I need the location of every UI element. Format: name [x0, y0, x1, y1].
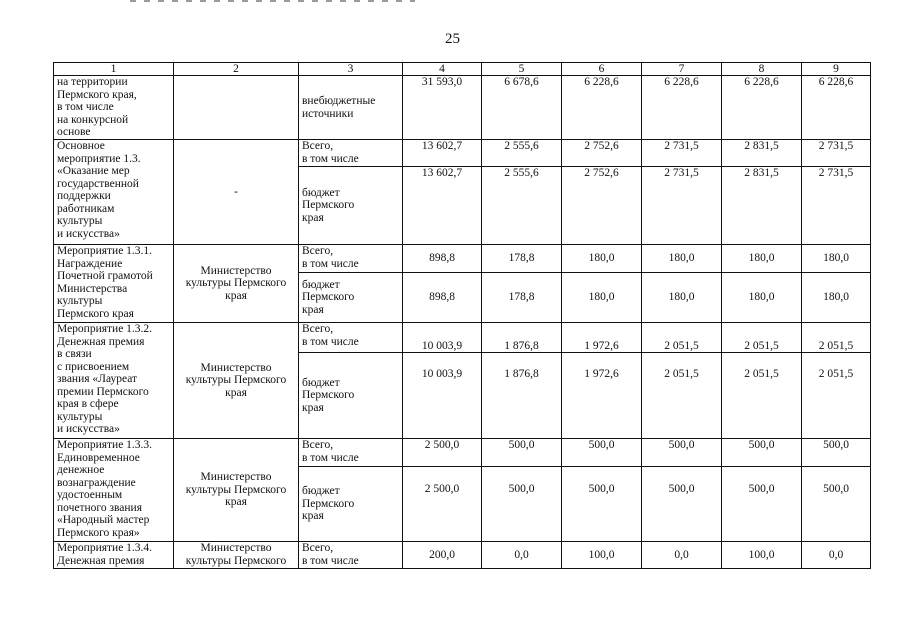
scan-top-edge	[130, 0, 415, 2]
value-cell: 6 678,6	[482, 76, 562, 140]
executor	[174, 76, 299, 140]
value-cell: 180,0	[722, 273, 802, 323]
value-cell: 180,0	[562, 273, 642, 323]
funding-source: Всего, в том числе	[299, 439, 403, 467]
activity-name: Мероприятие 1.3.1. Награждение Почетной грамотой Министерства культуры Пермского края	[54, 245, 174, 323]
column-header: 4	[403, 63, 482, 76]
value-cell: 500,0	[482, 439, 562, 467]
funding-source: Всего, в том числе	[299, 140, 403, 167]
value-cell: 500,0	[802, 439, 871, 467]
table-row	[54, 542, 871, 569]
executor: Министерство культуры Пермского края	[174, 245, 299, 323]
value-cell: 2 731,5	[642, 140, 722, 167]
page-number: 25	[445, 31, 460, 47]
value-cell: 2 731,5	[642, 167, 722, 245]
value-cell: 2 051,5	[722, 323, 802, 353]
value-cell: 2 731,5	[802, 167, 871, 245]
value-cell: 180,0	[562, 245, 642, 273]
executor: Министерство культуры Пермского	[174, 542, 299, 569]
value-cell: 500,0	[642, 439, 722, 467]
value-cell: 180,0	[722, 245, 802, 273]
activity-name: Мероприятие 1.3.2. Денежная премия в связи с присвоением звания «Лауреат премии Пермского края в сфере культуры и искусства»	[54, 323, 174, 439]
table-row	[54, 140, 871, 167]
value-cell: 898,8	[403, 245, 482, 273]
value-cell: 180,0	[642, 245, 722, 273]
table-row	[54, 439, 871, 467]
value-cell: 2 500,0	[403, 467, 482, 542]
value-cell: 200,0	[403, 542, 482, 569]
value-cell: 6 228,6	[802, 76, 871, 140]
value-cell: 180,0	[802, 273, 871, 323]
column-header: 1	[54, 63, 174, 76]
value-cell: 1 876,8	[482, 323, 562, 353]
activity-name: Мероприятие 1.3.4. Денежная премия	[54, 542, 174, 569]
value-cell: 178,8	[482, 245, 562, 273]
value-cell: 1 972,6	[562, 353, 642, 439]
budget-table	[53, 62, 871, 569]
funding-source: Всего, в том числе	[299, 245, 403, 273]
funding-source: Всего, в том числе	[299, 323, 403, 353]
value-cell: 2 051,5	[722, 353, 802, 439]
table-row	[54, 245, 871, 273]
value-cell: 100,0	[562, 542, 642, 569]
value-cell: 2 051,5	[802, 353, 871, 439]
value-cell: 10 003,9	[403, 353, 482, 439]
value-cell: 180,0	[802, 245, 871, 273]
table-row	[54, 76, 871, 140]
value-cell: 2 051,5	[642, 323, 722, 353]
column-number-row	[54, 63, 871, 76]
executor: Министерство культуры Пермского края	[174, 439, 299, 542]
value-cell: 898,8	[403, 273, 482, 323]
column-header: 3	[299, 63, 403, 76]
value-cell: 0,0	[802, 542, 871, 569]
value-cell: 2 500,0	[403, 439, 482, 467]
activity-name: на территории Пермского края, в том числе на конкурсной основе	[54, 76, 174, 140]
value-cell: 500,0	[562, 439, 642, 467]
value-cell: 2 752,6	[562, 140, 642, 167]
value-cell: 6 228,6	[562, 76, 642, 140]
column-header: 6	[562, 63, 642, 76]
value-cell: 1 876,8	[482, 353, 562, 439]
column-header: 5	[482, 63, 562, 76]
value-cell: 2 051,5	[642, 353, 722, 439]
value-cell: 13 602,7	[403, 140, 482, 167]
value-cell: 2 731,5	[802, 140, 871, 167]
value-cell: 0,0	[482, 542, 562, 569]
column-header: 7	[642, 63, 722, 76]
funding-source: внебюджетные источники	[299, 76, 403, 140]
value-cell: 2 752,6	[562, 167, 642, 245]
activity-name: Мероприятие 1.3.3. Единовременное денежное вознаграждение удостоенным почетного звания «Народный мастер Пермского края»	[54, 439, 174, 542]
funding-source: бюджет Пермского края	[299, 467, 403, 542]
funding-source: Всего, в том числе	[299, 542, 403, 569]
value-cell: 2 831,5	[722, 140, 802, 167]
value-cell: 6 228,6	[642, 76, 722, 140]
value-cell: 500,0	[802, 467, 871, 542]
value-cell: 2 555,6	[482, 167, 562, 245]
column-header: 2	[174, 63, 299, 76]
value-cell: 6 228,6	[722, 76, 802, 140]
value-cell: 10 003,9	[403, 323, 482, 353]
funding-source: бюджет Пермского края	[299, 353, 403, 439]
table-row	[54, 323, 871, 353]
executor: -	[174, 140, 299, 245]
value-cell: 2 051,5	[802, 323, 871, 353]
value-cell: 500,0	[562, 467, 642, 542]
value-cell: 500,0	[482, 467, 562, 542]
column-header: 9	[802, 63, 871, 76]
funding-source: бюджет Пермского края	[299, 167, 403, 245]
activity-name: Основное мероприятие 1.3. «Оказание мер государственной поддержки работникам культуры и искусства»	[54, 140, 174, 245]
value-cell: 0,0	[642, 542, 722, 569]
value-cell: 500,0	[642, 467, 722, 542]
value-cell: 100,0	[722, 542, 802, 569]
value-cell: 31 593,0	[403, 76, 482, 140]
funding-source: бюджет Пермского края	[299, 273, 403, 323]
value-cell: 500,0	[722, 467, 802, 542]
value-cell: 2 831,5	[722, 167, 802, 245]
value-cell: 13 602,7	[403, 167, 482, 245]
value-cell: 500,0	[722, 439, 802, 467]
column-header: 8	[722, 63, 802, 76]
value-cell: 180,0	[642, 273, 722, 323]
value-cell: 2 555,6	[482, 140, 562, 167]
value-cell: 178,8	[482, 273, 562, 323]
executor: Министерство культуры Пермского края	[174, 323, 299, 439]
value-cell: 1 972,6	[562, 323, 642, 353]
